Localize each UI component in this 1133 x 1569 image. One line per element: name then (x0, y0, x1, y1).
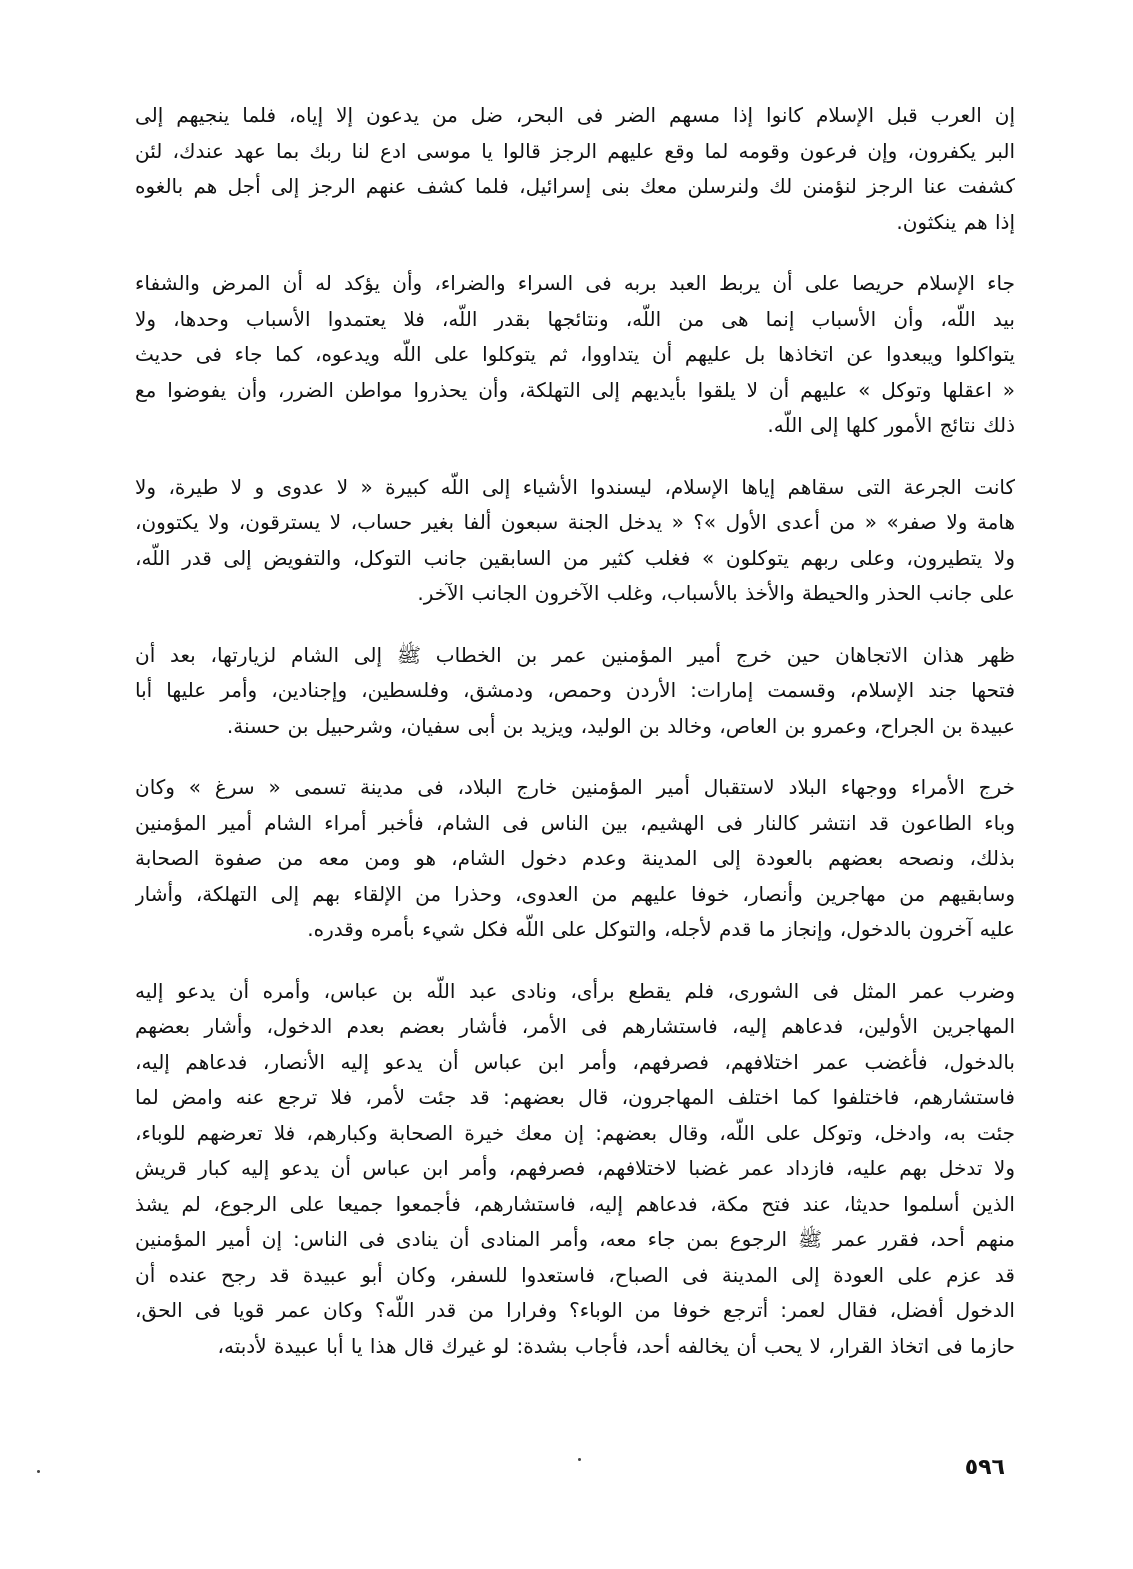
text-line: ولا تدخل بهم عليه، فازداد عمر غضبا لاختلافهم، فصرفهم، وأمر ابن عباس أن يدعو إليه كبار قريش (135, 1156, 1015, 1180)
page-number: ٥٩٦ (964, 1455, 1005, 1480)
text-line: عليه آخرون بالدخول، وإنجاز ما قدم لأجله، والتوكل على اللّه فكل شيء بأمره وقدره. (307, 917, 1015, 941)
body-text (135, 98, 1015, 1390)
text-line: على جانب الحذر والحيطة والأخذ بالأسباب، وغلب الآخرون الجانب الآخر. (417, 581, 1015, 605)
text-line: ولا يتطيرون، وعلى ربهم يتوكلون » فغلب كثير من السابقين جانب التوكل، والتفويض إلى قدر اللّه، (135, 545, 1015, 570)
text-line: عبيدة بن الجراح، وعمرو بن العاص، وخالد بن الوليد، ويزيد بن أبى سفيان، وشرحبيل بن حسنة. (226, 713, 1015, 738)
text-line: الذين أسلموا حديثا، عند فتح مكة، فدعاهم إليه، فاستشارهم، فأجمعوا جميعا على الرجوع، لم يشذ (135, 1191, 1015, 1216)
text-line: هامة ولا صفر» « من أعدى الأول »؟ « يدخل الجنة سبعون ألفا بغير حساب، لا يسترقون، ولا يكتوون، (135, 510, 1015, 534)
paragraph (135, 638, 1015, 745)
text-line: المهاجرين الأولين، فدعاهم إليه، فاستشارهم فى الأمر، فأشار بعضم بعدم الدخول، وأشار بعضهم (135, 1014, 1015, 1038)
text-line: جاء الإسلام حريصا على أن يربط العبد بربه فى السراء والضراء، وأن يؤكد له أن المرض والشفاء (135, 271, 1015, 295)
text-line: جئت به، وادخل، وتوكل على اللّه، وقال بعضهم: إن معك خيرة الصحابة وكبارهم، فلا تعرضهم للوباء، (135, 1120, 1015, 1145)
paragraph (135, 470, 1015, 612)
text-line: يتواكلوا ويبعدوا عن اتخاذها بل عليهم أن يتداووا، ثم يتوكلوا على اللّه ويدعوه، كما جاء فى حديث (135, 342, 1015, 366)
paragraph (135, 974, 1015, 1365)
text-line: وضرب عمر المثل فى الشورى، فلم يقطع برأى، ونادى عبد اللّه بن عباس، وأمره أن يدعو إليه (135, 978, 1015, 1003)
text-line: فاستشارهم، فاختلفوا كما اختلف المهاجرون، قال بعضهم: قد جئت لأمر، فلا ترجع عنه وامض لما (135, 1085, 1015, 1109)
text-line: وسابقيهم من مهاجرين وأنصار، خوفا عليهم من العدوى، وحذرا من الإلقاء بهم إلى التهلكة، وأشار (135, 881, 1015, 906)
text-line: وباء الطاعون قد انتشر كالنار فى الهشيم، بين الناس فى الشام، فأخبر أمراء الشام أمير المؤمنين (135, 810, 1015, 835)
paragraph (135, 266, 1015, 444)
text-line: قد عزم على العودة إلى المدينة فى الصباح، فاستعدوا للسفر، وكان أبو عبيدة قد رجح عنده أن (135, 1262, 1015, 1287)
text-line: بالدخول، فأغضب عمر اختلافهم، فصرفهم، وأمر ابن عباس أن يدعو إليه الأنصار، فدعاهم إليه، (135, 1049, 1015, 1074)
text-line: ظهر هذان الاتجاهان حين خرج أمير المؤمنين عمر بن الخطاب ﷺ إلى الشام لزيارتها، بعد أن (135, 642, 1015, 667)
text-line: كشفت عنا الرجز لنؤمنن لك ولنرسلن معك بنى إسرائيل، فلما كشف عنهم الرجز إلى أجل هم بالغوه (135, 174, 1015, 198)
scan-artifact-dot (37, 1470, 40, 1473)
text-line: البر يكفرون، وإن فرعون وقومه لما وقع عليهم الرجز قالوا يا موسى ادع لنا ربك بما عهد عندك، لئن (135, 138, 1015, 163)
text-line: « اعقلها وتوكل » عليهم أن لا يلقوا بأيديهم إلى التهلكة، وأن يحذروا مواطن الضرر، وأن يفوضوا مع (135, 377, 1015, 402)
text-line: فتحها جند الإسلام، وقسمت إمارات: الأردن وحمص، ودمشق، وفلسطين، وإجنادين، وأمر عليها أبا (135, 678, 1015, 702)
text-line: كانت الجرعة التى سقاهم إياها الإسلام، ليسندوا الأشياء إلى اللّه كبيرة « لا عدوى و لا طيرة، ولا (135, 474, 1015, 499)
scan-artifact-dot (578, 1458, 581, 1461)
text-line: ذلك نتائج الأمور كلها إلى اللّه. (767, 413, 1015, 437)
text-line: خرج الأمراء ووجهاء البلاد لاستقبال أمير المؤمنين خارج البلاد، فى مدينة تسمى « سرغ » وكان (135, 775, 1015, 799)
text-line: الدخول أفضل، فقال لعمر: أترجع خوفا من الوباء؟ وفرارا من قدر اللّه؟ وكان عمر قويا فى الحق، (135, 1298, 1015, 1322)
paragraph (135, 770, 1015, 948)
text-line: إن العرب قبل الإسلام كانوا إذا مسهم الضر فى البحر، ضل من يدعون إلا إياه، فلما ينجيهم إلى (135, 103, 1015, 127)
text-line: إذا هم ينكثون. (896, 209, 1015, 234)
text-line: بذلك، ونصحه بعضهم بالعودة إلى المدينة وعدم دخول الشام، هو ومن معه من صفوة الصحابة (135, 846, 1015, 870)
text-line: منهم أحد، فقرر عمر ﷺ الرجوع بمن جاء معه، وأمر المنادى أن ينادى فى الناس: إن أمير المؤمنين (135, 1227, 1015, 1251)
text-line: بيد اللّه، وأن الأسباب إنما هى من اللّه، ونتائجها بقدر اللّه، فلا يعتمدوا الأسباب وحدها، ولا (135, 306, 1015, 331)
text-line: حازما فى اتخاذ القرار، لا يحب أن يخالفه أحد، فأجاب بشدة: لو غيرك قال هذا يا أبا عبيدة لأدبته، (217, 1333, 1015, 1358)
paragraph (135, 98, 1015, 240)
